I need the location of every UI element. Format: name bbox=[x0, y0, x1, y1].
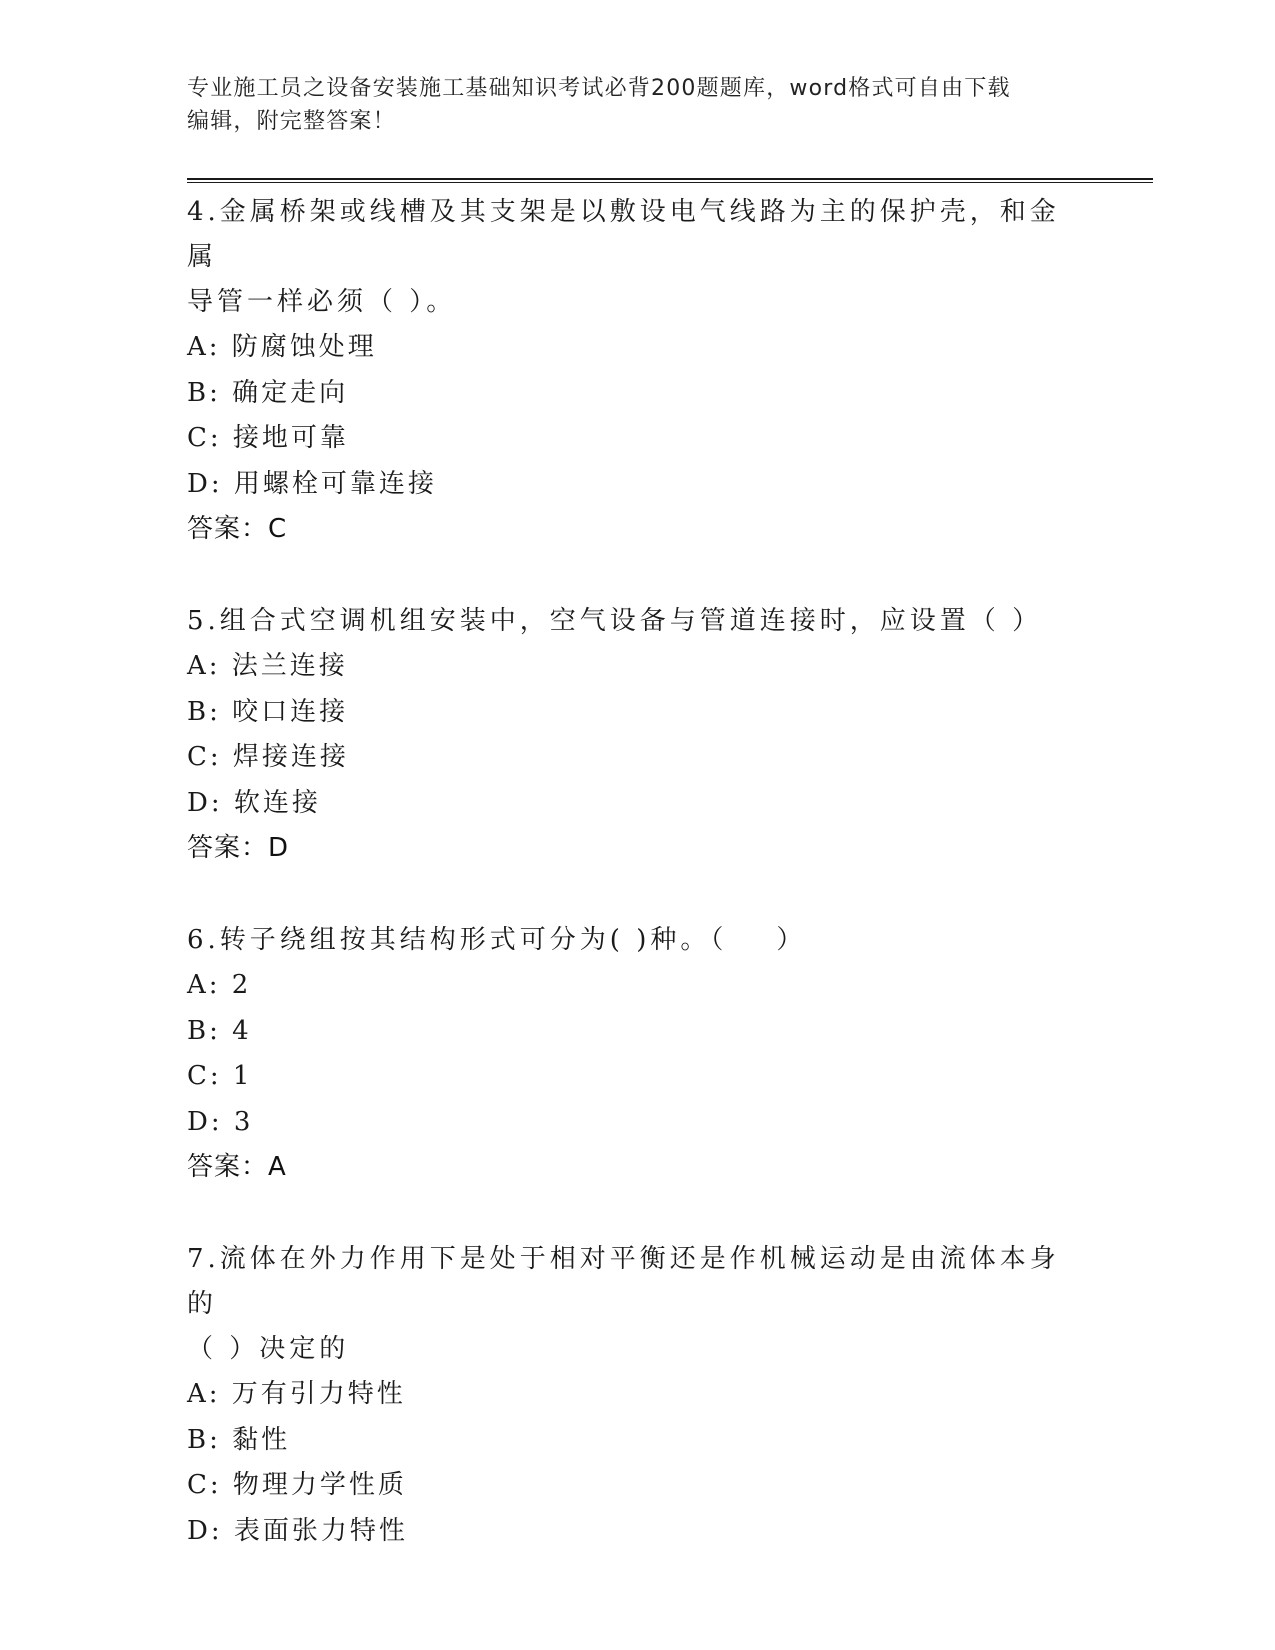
question-list bbox=[187, 190, 1087, 1554]
option-c: C: 接地可靠 bbox=[187, 423, 349, 453]
answer-label: 答案：D bbox=[187, 833, 290, 863]
option-d: D: 用螺栓可靠连接 bbox=[187, 468, 437, 499]
spacer bbox=[187, 871, 1087, 918]
header-divider-thick bbox=[187, 178, 1153, 180]
question-stem-continuation: 导管一样必须（ ）。 bbox=[187, 287, 457, 317]
question-stem: 4.金属桥架或线槽及其支架是以敷设电气线路为主的保护壳，和金属 bbox=[187, 197, 1060, 272]
option-d: D: 表面张力特性 bbox=[187, 1515, 408, 1546]
answer-label: 答案：C bbox=[187, 514, 288, 544]
header-line-2: 编辑，附完整答案！ bbox=[187, 109, 396, 134]
option-d: D: 软连接 bbox=[187, 787, 321, 818]
question-stem: 7.流体在外力作用下是处于相对平衡还是作机械运动是由流体本身的 bbox=[187, 1244, 1060, 1319]
option-a: A: 2 bbox=[187, 970, 252, 1000]
option-b: B: 4 bbox=[187, 1015, 252, 1046]
option-c: C: 1 bbox=[187, 1061, 253, 1091]
option-a: A: 法兰连接 bbox=[187, 651, 348, 681]
document-header bbox=[187, 72, 1087, 138]
question-7 bbox=[187, 1237, 1087, 1554]
header-line-1: 专业施工员之设备安装施工基础知识考试必背200题题库，word格式可自由下载 bbox=[187, 76, 1011, 101]
option-c: C: 焊接连接 bbox=[187, 742, 349, 772]
option-a: A: 防腐蚀处理 bbox=[187, 332, 377, 362]
question-stem-continuation: （ ）决定的 bbox=[187, 1334, 350, 1364]
option-a: A: 万有引力特性 bbox=[187, 1379, 406, 1409]
option-d: D: 3 bbox=[187, 1106, 254, 1137]
spacer bbox=[187, 1190, 1087, 1237]
question-stem: 5.组合式空调机组安装中，空气设备与管道连接时，应设置（ ） bbox=[187, 606, 1043, 636]
option-b: B: 黏性 bbox=[187, 1424, 291, 1455]
question-4 bbox=[187, 190, 1087, 552]
question-stem: 6.转子绕组按其结构形式可分为( )种。（ ） bbox=[187, 925, 807, 955]
spacer bbox=[187, 552, 1087, 599]
option-b: B: 确定走向 bbox=[187, 377, 349, 408]
option-c: C: 物理力学性质 bbox=[187, 1470, 407, 1500]
header-divider-thin bbox=[187, 182, 1153, 183]
answer-label: 答案：A bbox=[187, 1152, 287, 1182]
option-b: B: 咬口连接 bbox=[187, 696, 349, 727]
question-5 bbox=[187, 599, 1087, 871]
question-6 bbox=[187, 918, 1087, 1190]
